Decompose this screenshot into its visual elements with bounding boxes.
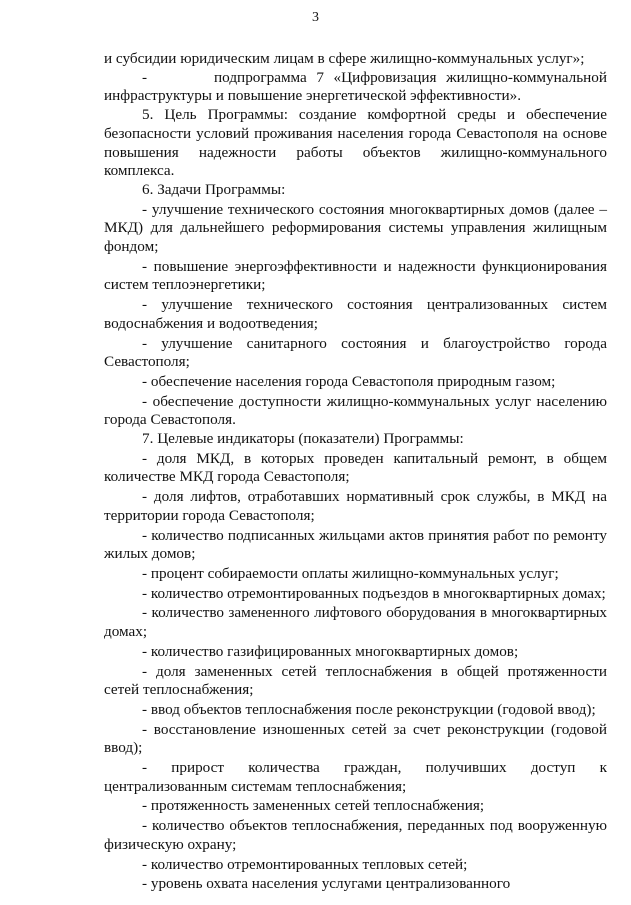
document-body	[104, 50, 607, 894]
list-item: - повышение энергоэффективности и надежности функционирования систем теплоэнергетики;	[104, 257, 607, 294]
list-item: - доля МКД, в которых проведен капитальный ремонт, в общем количестве МКД города Севастополя;	[104, 449, 607, 486]
list-item: - восстановление изношенных сетей за счет реконструкции (годовой ввод);	[104, 720, 607, 757]
list-item: - уровень охвата населения услугами централизованного	[142, 875, 511, 893]
list-item: - улучшение технического состояния многоквартирных домов (далее – МКД) для дальнейшего реформирования системы управления жилищным фондом;	[104, 200, 607, 256]
list-item: - подпрограмма 7 «Цифровизация жилищно-коммунальной инфраструктуры и повышение энергетической эффективности».	[104, 68, 607, 105]
list-item: - доля лифтов, отработавших нормативный срок службы, в МКД на территории города Севастополя;	[104, 488, 607, 524]
list-item: - количество газифицированных многоквартирных домов;	[142, 642, 519, 660]
list-item: - процент собираемости оплаты жилищно-коммунальных услуг;	[142, 564, 559, 582]
list-item: - количество отремонтированных подъездов в многоквартирных домах;	[142, 584, 606, 602]
page-number: 3	[312, 10, 319, 25]
list-item: - количество замененного лифтового оборудования в многоквартирных домах;	[104, 604, 607, 641]
list-item: - количество подписанных жильцами актов принятия работ по ремонту жилых домов;	[104, 526, 607, 563]
list-item: - количество отремонтированных тепловых сетей;	[142, 855, 468, 873]
section-heading: 7. Целевые индикаторы (показатели) Программы:	[142, 430, 464, 448]
list-item: - количество объектов теплоснабжения, переданных под вооруженную физическую охрану;	[104, 817, 607, 853]
list-item: - прирост количества граждан, получивших доступ к централизованным системам теплоснабжения;	[104, 759, 607, 795]
list-item: - обеспечение населения города Севастополя природным газом;	[142, 372, 556, 390]
list-item: - ввод объектов теплоснабжения после реконструкции (годовой ввод);	[142, 700, 596, 718]
list-item: - обеспечение доступности жилищно-коммунальных услуг населению города Севастополя.	[104, 392, 607, 429]
list-item: - улучшение санитарного состояния и благоустройство города Севастополя;	[104, 334, 607, 371]
list-item: - улучшение технического состояния централизованных систем водоснабжения и водоотведения;	[104, 296, 607, 332]
section-heading: 6. Задачи Программы:	[142, 180, 286, 198]
paragraph: и субсидии юридическим лицам в сфере жилищно-коммунальных услуг»;	[104, 50, 585, 67]
list-item: - протяженность замененных сетей теплоснабжения;	[142, 797, 485, 815]
section-heading: 5. Цель Программы: создание комфортной среды и обеспечение безопасности условий проживания населения города Севастополя на основе повышения надежности работы объектов жилищно-коммунального комплекса.	[104, 106, 607, 180]
list-item: - доля замененных сетей теплоснабжения в общей протяженности сетей теплоснабжения;	[104, 662, 607, 699]
